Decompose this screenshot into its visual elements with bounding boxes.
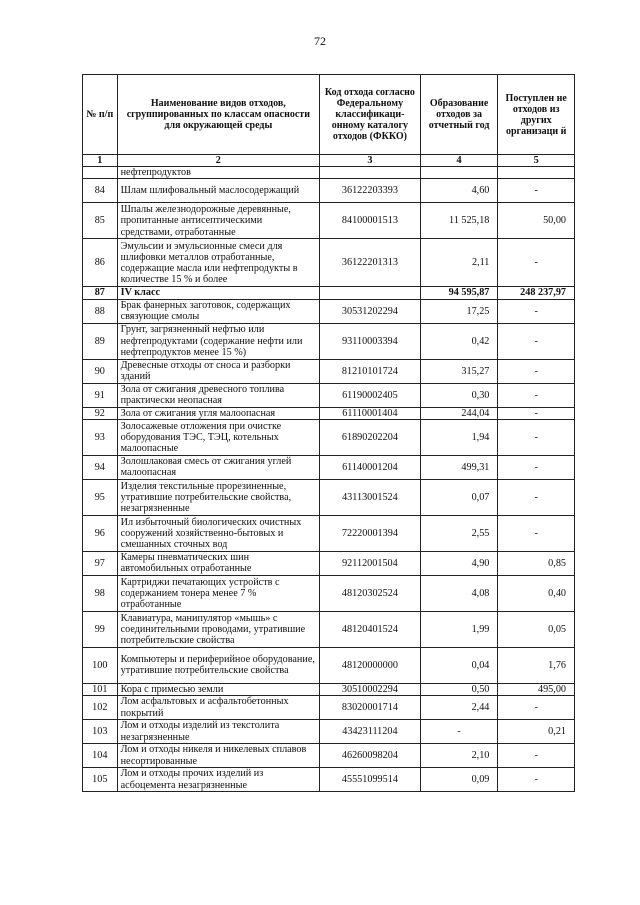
formed-amount: 94 595,87 xyxy=(420,287,498,299)
formed-amount: 2,44 xyxy=(420,696,498,720)
received-amount: 0,21 xyxy=(498,720,575,744)
fkko-code: 81210101724 xyxy=(320,359,421,383)
waste-name: Шлам шлифовальный маслосодержащий xyxy=(117,179,319,203)
formed-amount: 0,09 xyxy=(420,768,498,792)
fkko-code: 48120000000 xyxy=(320,647,421,683)
formed-amount: 2,10 xyxy=(420,744,498,768)
row-number: 90 xyxy=(83,359,118,383)
waste-name: Камеры пневматических шин автомобильных отработанные xyxy=(117,551,319,575)
received-amount: - xyxy=(498,179,575,203)
received-amount: - xyxy=(498,239,575,287)
received-amount: 50,00 xyxy=(498,203,575,239)
received-amount: 0,40 xyxy=(498,575,575,611)
waste-name: Лом и отходы изделий из текстолита незагрязненные xyxy=(117,720,319,744)
row-number: 104 xyxy=(83,744,118,768)
row-number: 103 xyxy=(83,720,118,744)
waste-name: IV класс xyxy=(117,287,319,299)
formed-amount xyxy=(420,167,498,179)
formed-amount: 0,42 xyxy=(420,323,498,359)
table-row xyxy=(83,179,575,203)
waste-name: Изделия текстильные прорезиненные, утратившие потребительские свойства, незагрязненные xyxy=(117,479,319,515)
formed-amount: 244,04 xyxy=(420,407,498,419)
row-number: 102 xyxy=(83,696,118,720)
column-index-row xyxy=(83,155,575,167)
received-amount xyxy=(498,167,575,179)
received-amount: - xyxy=(498,515,575,551)
column-index: 1 xyxy=(83,155,118,167)
waste-name: Кора с примесью земли xyxy=(117,683,319,695)
row-number: 85 xyxy=(83,203,118,239)
formed-amount: 4,60 xyxy=(420,179,498,203)
received-amount: 495,00 xyxy=(498,683,575,695)
table-row xyxy=(83,515,575,551)
received-amount: - xyxy=(498,359,575,383)
fkko-code: 36122201313 xyxy=(320,239,421,287)
row-number: 93 xyxy=(83,419,118,455)
formed-amount: 4,08 xyxy=(420,575,498,611)
table-row xyxy=(83,696,575,720)
column-index: 3 xyxy=(320,155,421,167)
formed-amount: 1,99 xyxy=(420,611,498,647)
table-row xyxy=(83,419,575,455)
formed-amount: 2,55 xyxy=(420,515,498,551)
waste-name: Зола от сжигания древесного топлива практически неопасная xyxy=(117,383,319,407)
header-received: Поступлен не отходов из других организаци й xyxy=(498,75,575,155)
header-row xyxy=(83,75,575,155)
row-number: 86 xyxy=(83,239,118,287)
fkko-code xyxy=(320,167,421,179)
fkko-code: 46260098204 xyxy=(320,744,421,768)
waste-name: Золошлаковая смесь от сжигания углей малоопасная xyxy=(117,455,319,479)
row-number: 91 xyxy=(83,383,118,407)
row-number: 92 xyxy=(83,407,118,419)
row-number: 89 xyxy=(83,323,118,359)
received-amount: - xyxy=(498,407,575,419)
received-amount: 0,85 xyxy=(498,551,575,575)
table-row xyxy=(83,299,575,323)
waste-name: Эмульсии и эмульсионные смеси для шлифовки металлов отработанные, содержащие масла или нефтепродукты в количестве 15 % и более xyxy=(117,239,319,287)
waste-name: Шпалы железнодорожные деревянные, пропитанные антисептическими средствами, отработанные xyxy=(117,203,319,239)
table-row xyxy=(83,575,575,611)
received-amount: - xyxy=(498,455,575,479)
formed-amount: 499,31 xyxy=(420,455,498,479)
table-row xyxy=(83,323,575,359)
waste-name: Зола от сжигания угля малоопасная xyxy=(117,407,319,419)
row-number: 96 xyxy=(83,515,118,551)
table-row xyxy=(83,203,575,239)
formed-amount: 4,90 xyxy=(420,551,498,575)
row-number: 105 xyxy=(83,768,118,792)
column-index: 2 xyxy=(117,155,319,167)
waste-table xyxy=(82,74,575,792)
column-index: 4 xyxy=(420,155,498,167)
formed-amount: 2,11 xyxy=(420,239,498,287)
waste-name: Компьютеры и периферийное оборудование, утратившие потребительские свойства xyxy=(117,647,319,683)
received-amount: - xyxy=(498,323,575,359)
table-row xyxy=(83,167,575,179)
page-number: 72 xyxy=(314,34,326,48)
fkko-code: 48120401524 xyxy=(320,611,421,647)
table-body xyxy=(83,167,575,792)
row-number: 94 xyxy=(83,455,118,479)
waste-name: Древесные отходы от сноса и разборки зданий xyxy=(117,359,319,383)
fkko-code: 30510002294 xyxy=(320,683,421,695)
fkko-code: 30531202294 xyxy=(320,299,421,323)
fkko-code xyxy=(320,287,421,299)
table-row xyxy=(83,647,575,683)
waste-name: Лом и отходы прочих изделий из асбоцемента незагрязненные xyxy=(117,768,319,792)
row-number: 84 xyxy=(83,179,118,203)
formed-amount: 17,25 xyxy=(420,299,498,323)
formed-amount: 11 525,18 xyxy=(420,203,498,239)
waste-name: Лом и отходы никеля и никелевых сплавов несортированные xyxy=(117,744,319,768)
received-amount: 0,05 xyxy=(498,611,575,647)
fkko-code: 43423111204 xyxy=(320,720,421,744)
fkko-code: 93110003394 xyxy=(320,323,421,359)
received-amount: - xyxy=(498,744,575,768)
formed-amount: 0,30 xyxy=(420,383,498,407)
table-row xyxy=(83,720,575,744)
fkko-code: 61110001404 xyxy=(320,407,421,419)
received-amount: - xyxy=(498,479,575,515)
received-amount: - xyxy=(498,299,575,323)
table-row xyxy=(83,383,575,407)
formed-amount: 1,94 xyxy=(420,419,498,455)
fkko-code: 61140001204 xyxy=(320,455,421,479)
fkko-code: 61190002405 xyxy=(320,383,421,407)
row-number: 98 xyxy=(83,575,118,611)
header-number: № п/п xyxy=(83,75,118,155)
row-number: 99 xyxy=(83,611,118,647)
table-row xyxy=(83,407,575,419)
fkko-code: 83020001714 xyxy=(320,696,421,720)
table-row xyxy=(83,683,575,695)
formed-amount: 0,07 xyxy=(420,479,498,515)
row-number xyxy=(83,167,118,179)
fkko-code: 36122203393 xyxy=(320,179,421,203)
row-number: 88 xyxy=(83,299,118,323)
waste-name: Клавиатура, манипулятор «мышь» с соединительными проводами, утратившие потребительские свойства xyxy=(117,611,319,647)
table-row xyxy=(83,768,575,792)
fkko-code: 72220001394 xyxy=(320,515,421,551)
column-index: 5 xyxy=(498,155,575,167)
received-amount: - xyxy=(498,419,575,455)
table-row xyxy=(83,744,575,768)
row-number: 97 xyxy=(83,551,118,575)
received-amount: - xyxy=(498,768,575,792)
received-amount: - xyxy=(498,696,575,720)
row-number: 95 xyxy=(83,479,118,515)
row-number: 101 xyxy=(83,683,118,695)
table-row xyxy=(83,287,575,299)
header-formed: Образование отходов за отчетный год xyxy=(420,75,498,155)
received-amount: - xyxy=(498,383,575,407)
fkko-code: 45551099514 xyxy=(320,768,421,792)
formed-amount: 0,50 xyxy=(420,683,498,695)
table-row xyxy=(83,479,575,515)
table-row xyxy=(83,239,575,287)
fkko-code: 43113001524 xyxy=(320,479,421,515)
table-row xyxy=(83,551,575,575)
waste-name: нефтепродуктов xyxy=(117,167,319,179)
waste-name: Золосажевые отложения при очистке оборудования ТЭС, ТЭЦ, котельных малоопасные xyxy=(117,419,319,455)
table-row xyxy=(83,455,575,479)
waste-name: Лом асфальтовых и асфальтобетонных покрытий xyxy=(117,696,319,720)
row-number: 87 xyxy=(83,287,118,299)
waste-name: Брак фанерных заготовок, содержащих связующие смолы xyxy=(117,299,319,323)
header-fkko-code: Код отхода согласно Федеральному классификаци-онному каталогу отходов (ФККО) xyxy=(320,75,421,155)
fkko-code: 61890202204 xyxy=(320,419,421,455)
table-row xyxy=(83,359,575,383)
received-amount: 1,76 xyxy=(498,647,575,683)
waste-name: Ил избыточный биологических очистных сооружений хозяйственно-бытовых и смешанных сточных вод xyxy=(117,515,319,551)
row-number: 100 xyxy=(83,647,118,683)
formed-amount: - xyxy=(420,720,498,744)
waste-name: Картриджи печатающих устройств с содержанием тонера менее 7 % отработанные xyxy=(117,575,319,611)
received-amount: 248 237,97 xyxy=(498,287,575,299)
fkko-code: 92112001504 xyxy=(320,551,421,575)
table-row xyxy=(83,611,575,647)
formed-amount: 0,04 xyxy=(420,647,498,683)
formed-amount: 315,27 xyxy=(420,359,498,383)
fkko-code: 84100001513 xyxy=(320,203,421,239)
header-waste-name: Наименование видов отходов, сгруппированных по классам опасности для окружающей среды xyxy=(117,75,319,155)
waste-name: Грунт, загрязненный нефтью или нефтепродуктами (содержание нефти или нефтепродуктов менее 15 %) xyxy=(117,323,319,359)
fkko-code: 48120302524 xyxy=(320,575,421,611)
